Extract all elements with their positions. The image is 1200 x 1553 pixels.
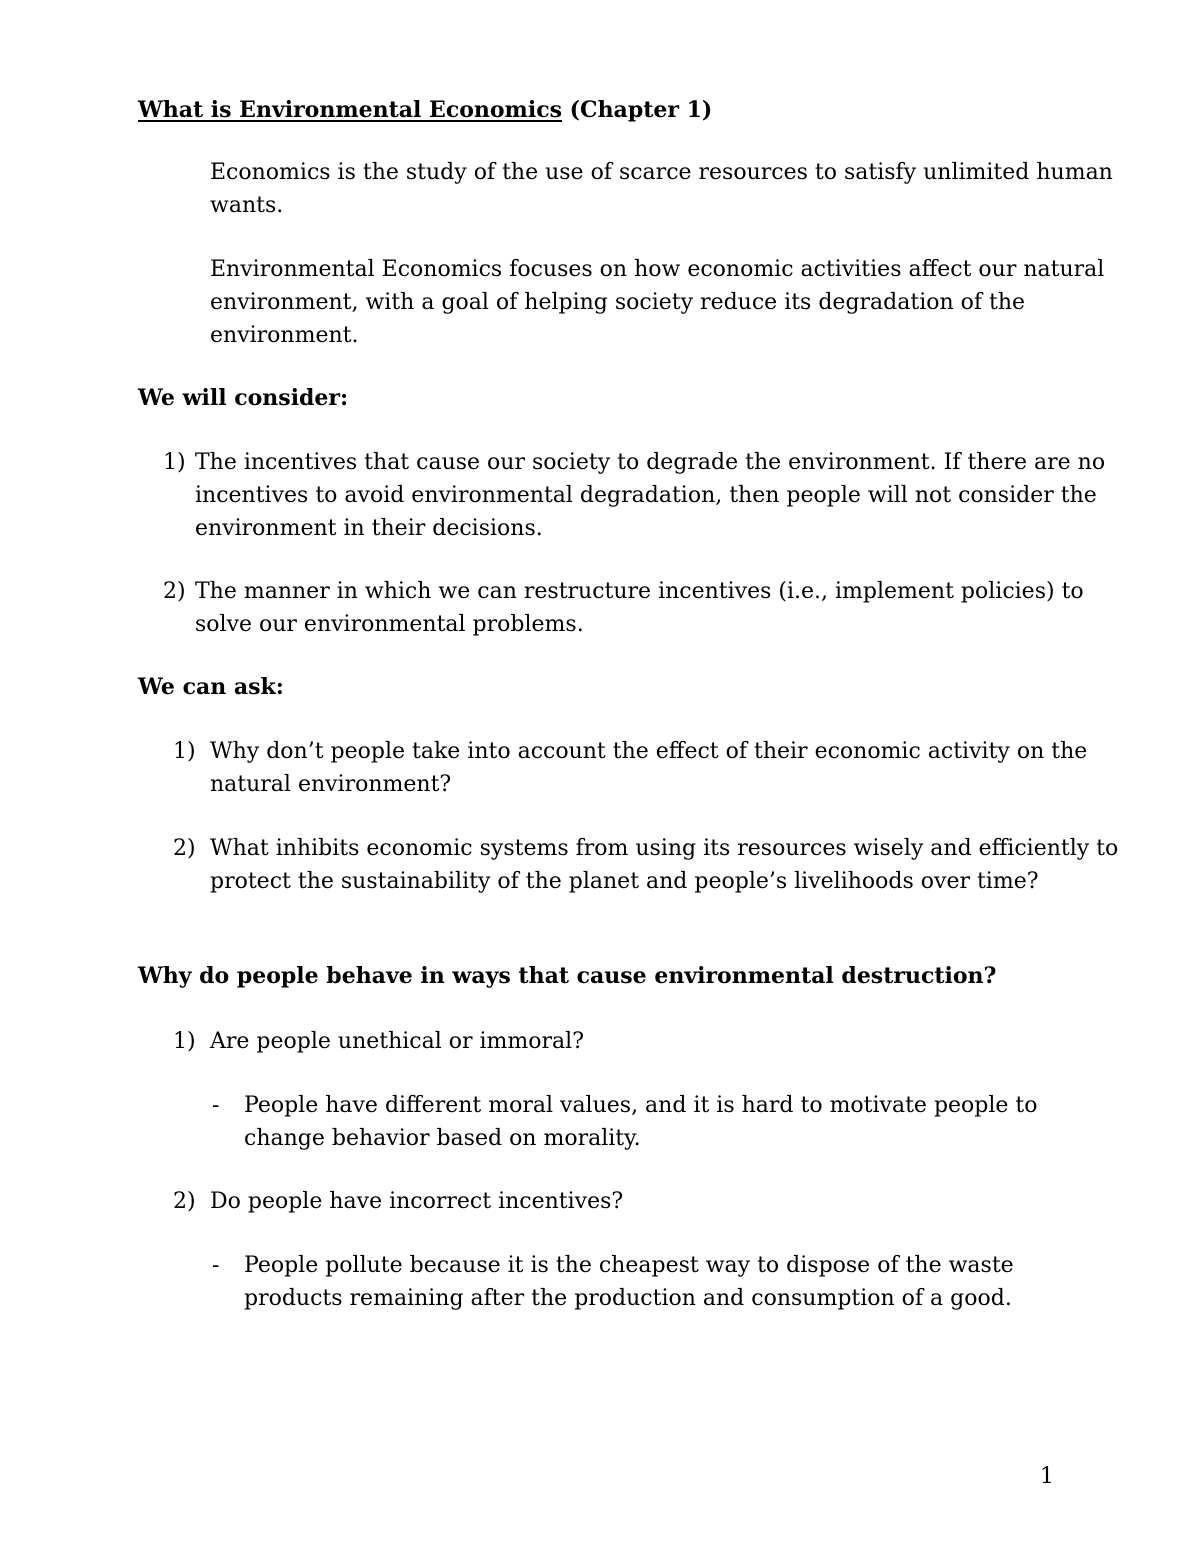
list-item (173, 1025, 1133, 1058)
intro-paragraph: Economics is the study of the use of scarce resources to satisfy unlimited human wants. (210, 160, 1113, 218)
section-heading: We can ask: (138, 674, 284, 700)
document-title (138, 94, 712, 127)
list-item-text: The incentives that cause our society to degrade the environment. If there are no incentives to avoid environmental degradation, then people will not consider the environment in their decisions. (195, 450, 1106, 541)
list-item-text: The manner in which we can restructure incentives (i.e., implement policies) to solve our environmental problems. (195, 579, 1084, 637)
list-item (163, 446, 1143, 545)
list-item-number: 1) (173, 739, 196, 764)
section-heading: We will consider: (138, 385, 349, 411)
page-number: 1 (1040, 1464, 1054, 1489)
title-chapter: (Chapter 1) (561, 97, 713, 123)
list-item-number: 1) (173, 1029, 196, 1054)
title-underlined: What is Environmental Economics (138, 97, 562, 123)
list-item-number: 1) (163, 450, 186, 475)
list-item-number: 2) (173, 1189, 196, 1214)
sub-list-item (212, 1249, 1112, 1315)
list-item (173, 1185, 1133, 1218)
list-item (163, 575, 1143, 641)
intro-paragraph: Environmental Economics focuses on how economic activities affect our natural environment, with a goal of helping society reduce its degradation of the environment. (210, 257, 1105, 348)
sub-list-dash: - (212, 1253, 220, 1278)
section-heading: Why do people behave in ways that cause environmental destruction? (138, 963, 997, 989)
list-item-text: Are people unethical or immoral? (210, 1029, 584, 1054)
sub-list-text: People pollute because it is the cheapest way to dispose of the waste products remaining after the production and consumption of a good. (244, 1253, 1014, 1311)
list-item-text: Do people have incorrect incentives? (210, 1189, 624, 1214)
sub-list-item (212, 1089, 1112, 1155)
list-item-text: Why don’t people take into account the effect of their economic activity on the natural environment? (210, 739, 1088, 797)
sub-list-text: People have different moral values, and it is hard to motivate people to change behavior based on morality. (244, 1093, 1038, 1151)
list-item-text: What inhibits economic systems from using its resources wisely and efficiently to protect the sustainability of the planet and people’s livelihoods over time? (210, 836, 1119, 894)
list-item-number: 2) (173, 836, 196, 861)
list-item-number: 2) (163, 579, 186, 604)
list-item (173, 832, 1133, 898)
sub-list-dash: - (212, 1093, 220, 1118)
list-item (173, 735, 1133, 801)
